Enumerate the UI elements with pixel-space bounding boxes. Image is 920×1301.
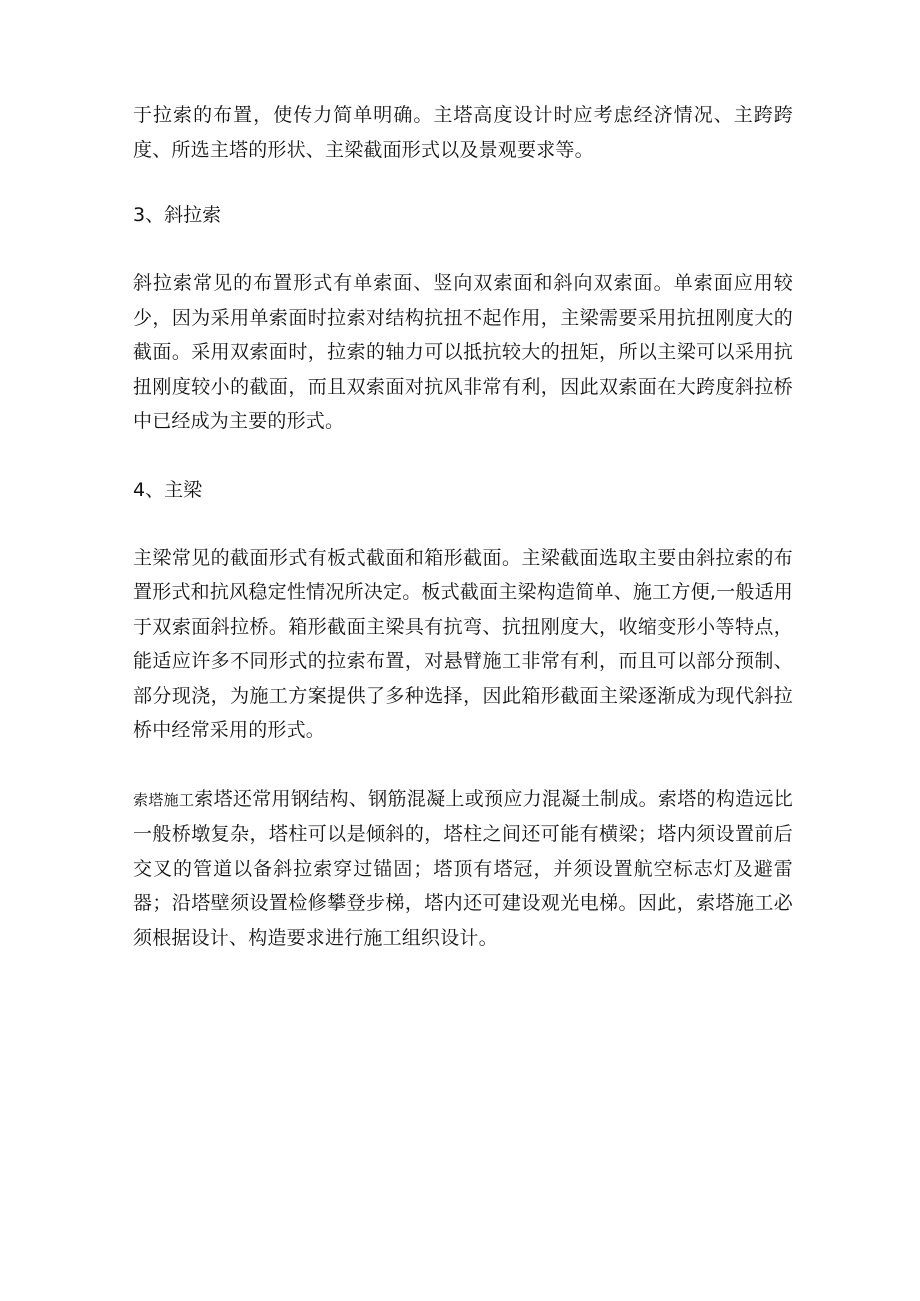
paragraph-tower-height: 于拉索的布置，使传力简单明确。主塔高度设计时应考虑经济情况、主跨跨度、所选主塔的形状、主梁截面形式以及景观要求等。 xyxy=(133,104,793,161)
paragraph-main-girder: 主梁常见的截面形式有板式截面和箱形截面。主梁截面选取主要由斜拉索的布置形式和抗风稳定性情况所决定。板式截面主梁构造简单、施工方便,一般适用于双索面斜拉桥。箱形截面主梁具有抗弯、抗扭刚度大，收缩变形小等特点，能适应许多不同形式的拉索布置，对悬臂施工非常有利，而且可以部分预制、部分现浇，为施工方案提供了多种选择，因此箱形截面主梁逐渐成为现代斜拉桥中经常采用的形式。 xyxy=(133,546,793,741)
paragraph-tower-construction xyxy=(133,782,793,956)
document-page xyxy=(133,98,793,955)
section-heading-main-girder: 4、主梁 xyxy=(133,478,203,501)
section-heading-stay-cables: 3、斜拉索 xyxy=(133,204,222,226)
tower-construction-text: 索塔还常用钢结构、钢筋混凝上或预应力混凝土制成。索塔的构造远比一般桥墩复杂，塔柱可以是倾斜的，塔柱之间还可能有横梁；塔内须设置前后交叉的管道以备斜拉索穿过锚固；塔顶有塔冠，并须设置航空标志灯及避雷器；沿塔壁须设置检修攀登步梯，塔内还可建设观光电梯。因此，索塔施工必须根据设计、构造要求进行施工组织设计。 xyxy=(133,787,793,949)
tower-construction-label: 索塔施工 xyxy=(133,790,195,809)
paragraph-stay-cables: 斜拉索常见的布置形式有单索面、竖向双索面和斜向双索面。单索面应用较少，因为采用单索面时拉索对结构抗扭不起作用，主梁需要采用抗扭刚度大的截面。采用双索面时，拉索的轴力可以抵抗较大的扭矩，所以主梁可以采用抗扭刚度较小的截面，而且双索面对抗风非常有利，因此双索面在大跨度斜拉桥中已经成为主要的形式。 xyxy=(133,272,793,432)
